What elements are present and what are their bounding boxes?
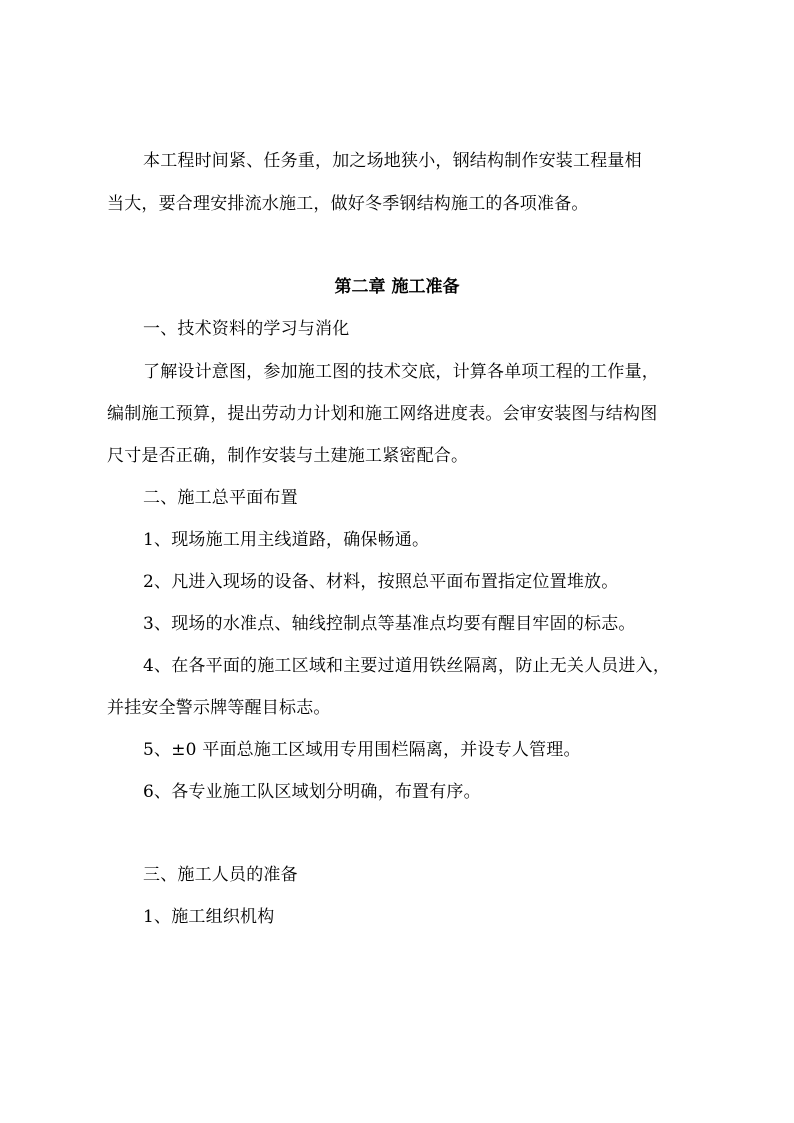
- section-2-item-5: 5、±0 平面总施工区域用专用围栏隔离，并设专人管理。: [143, 740, 581, 760]
- section-2-item-4-line-1: 4、在各平面的施工区域和主要过道用铁丝隔离，防止无关人员进入，: [143, 656, 671, 676]
- section-3-item-1: 1、施工组织机构: [143, 907, 275, 927]
- section-2-item-2: 2、凡进入现场的设备、材料，按照总平面布置指定位置堆放。: [143, 572, 619, 592]
- section-1-heading: 一、技术资料的学习与消化: [143, 319, 350, 339]
- intro-line-2: 当大，要合理安排流水施工，做好冬季钢结构施工的各项准备。: [107, 194, 589, 214]
- intro-line-1: 本工程时间紧、任务重，加之场地狭小，钢结构制作安装工程量相: [143, 151, 642, 171]
- section-3-heading: 三、施工人员的准备: [143, 865, 298, 885]
- section-1-paragraph-line-1: 了解设计意图，参加施工图的技术交底，计算各单项工程的工作量，: [143, 362, 659, 382]
- chapter-title: 第二章 施工准备: [334, 277, 460, 297]
- section-2-item-6: 6、各专业施工队区域划分明确，布置有序。: [143, 782, 481, 802]
- section-2-item-3: 3、现场的水准点、轴线控制点等基准点均要有醒目牢固的标志。: [143, 614, 636, 634]
- section-2-heading: 二、施工总平面布置: [143, 488, 298, 508]
- section-2-item-1: 1、现场施工用主线道路，确保畅通。: [143, 530, 430, 550]
- section-1-paragraph-line-2: 编制施工预算，提出劳动力计划和施工网络进度表。会审安装图与结构图: [107, 404, 658, 424]
- section-1-paragraph-line-3: 尺寸是否正确，制作安装与土建施工紧密配合。: [107, 446, 469, 466]
- section-2-item-4-line-2: 并挂安全警示牌等醒目标志。: [107, 698, 331, 718]
